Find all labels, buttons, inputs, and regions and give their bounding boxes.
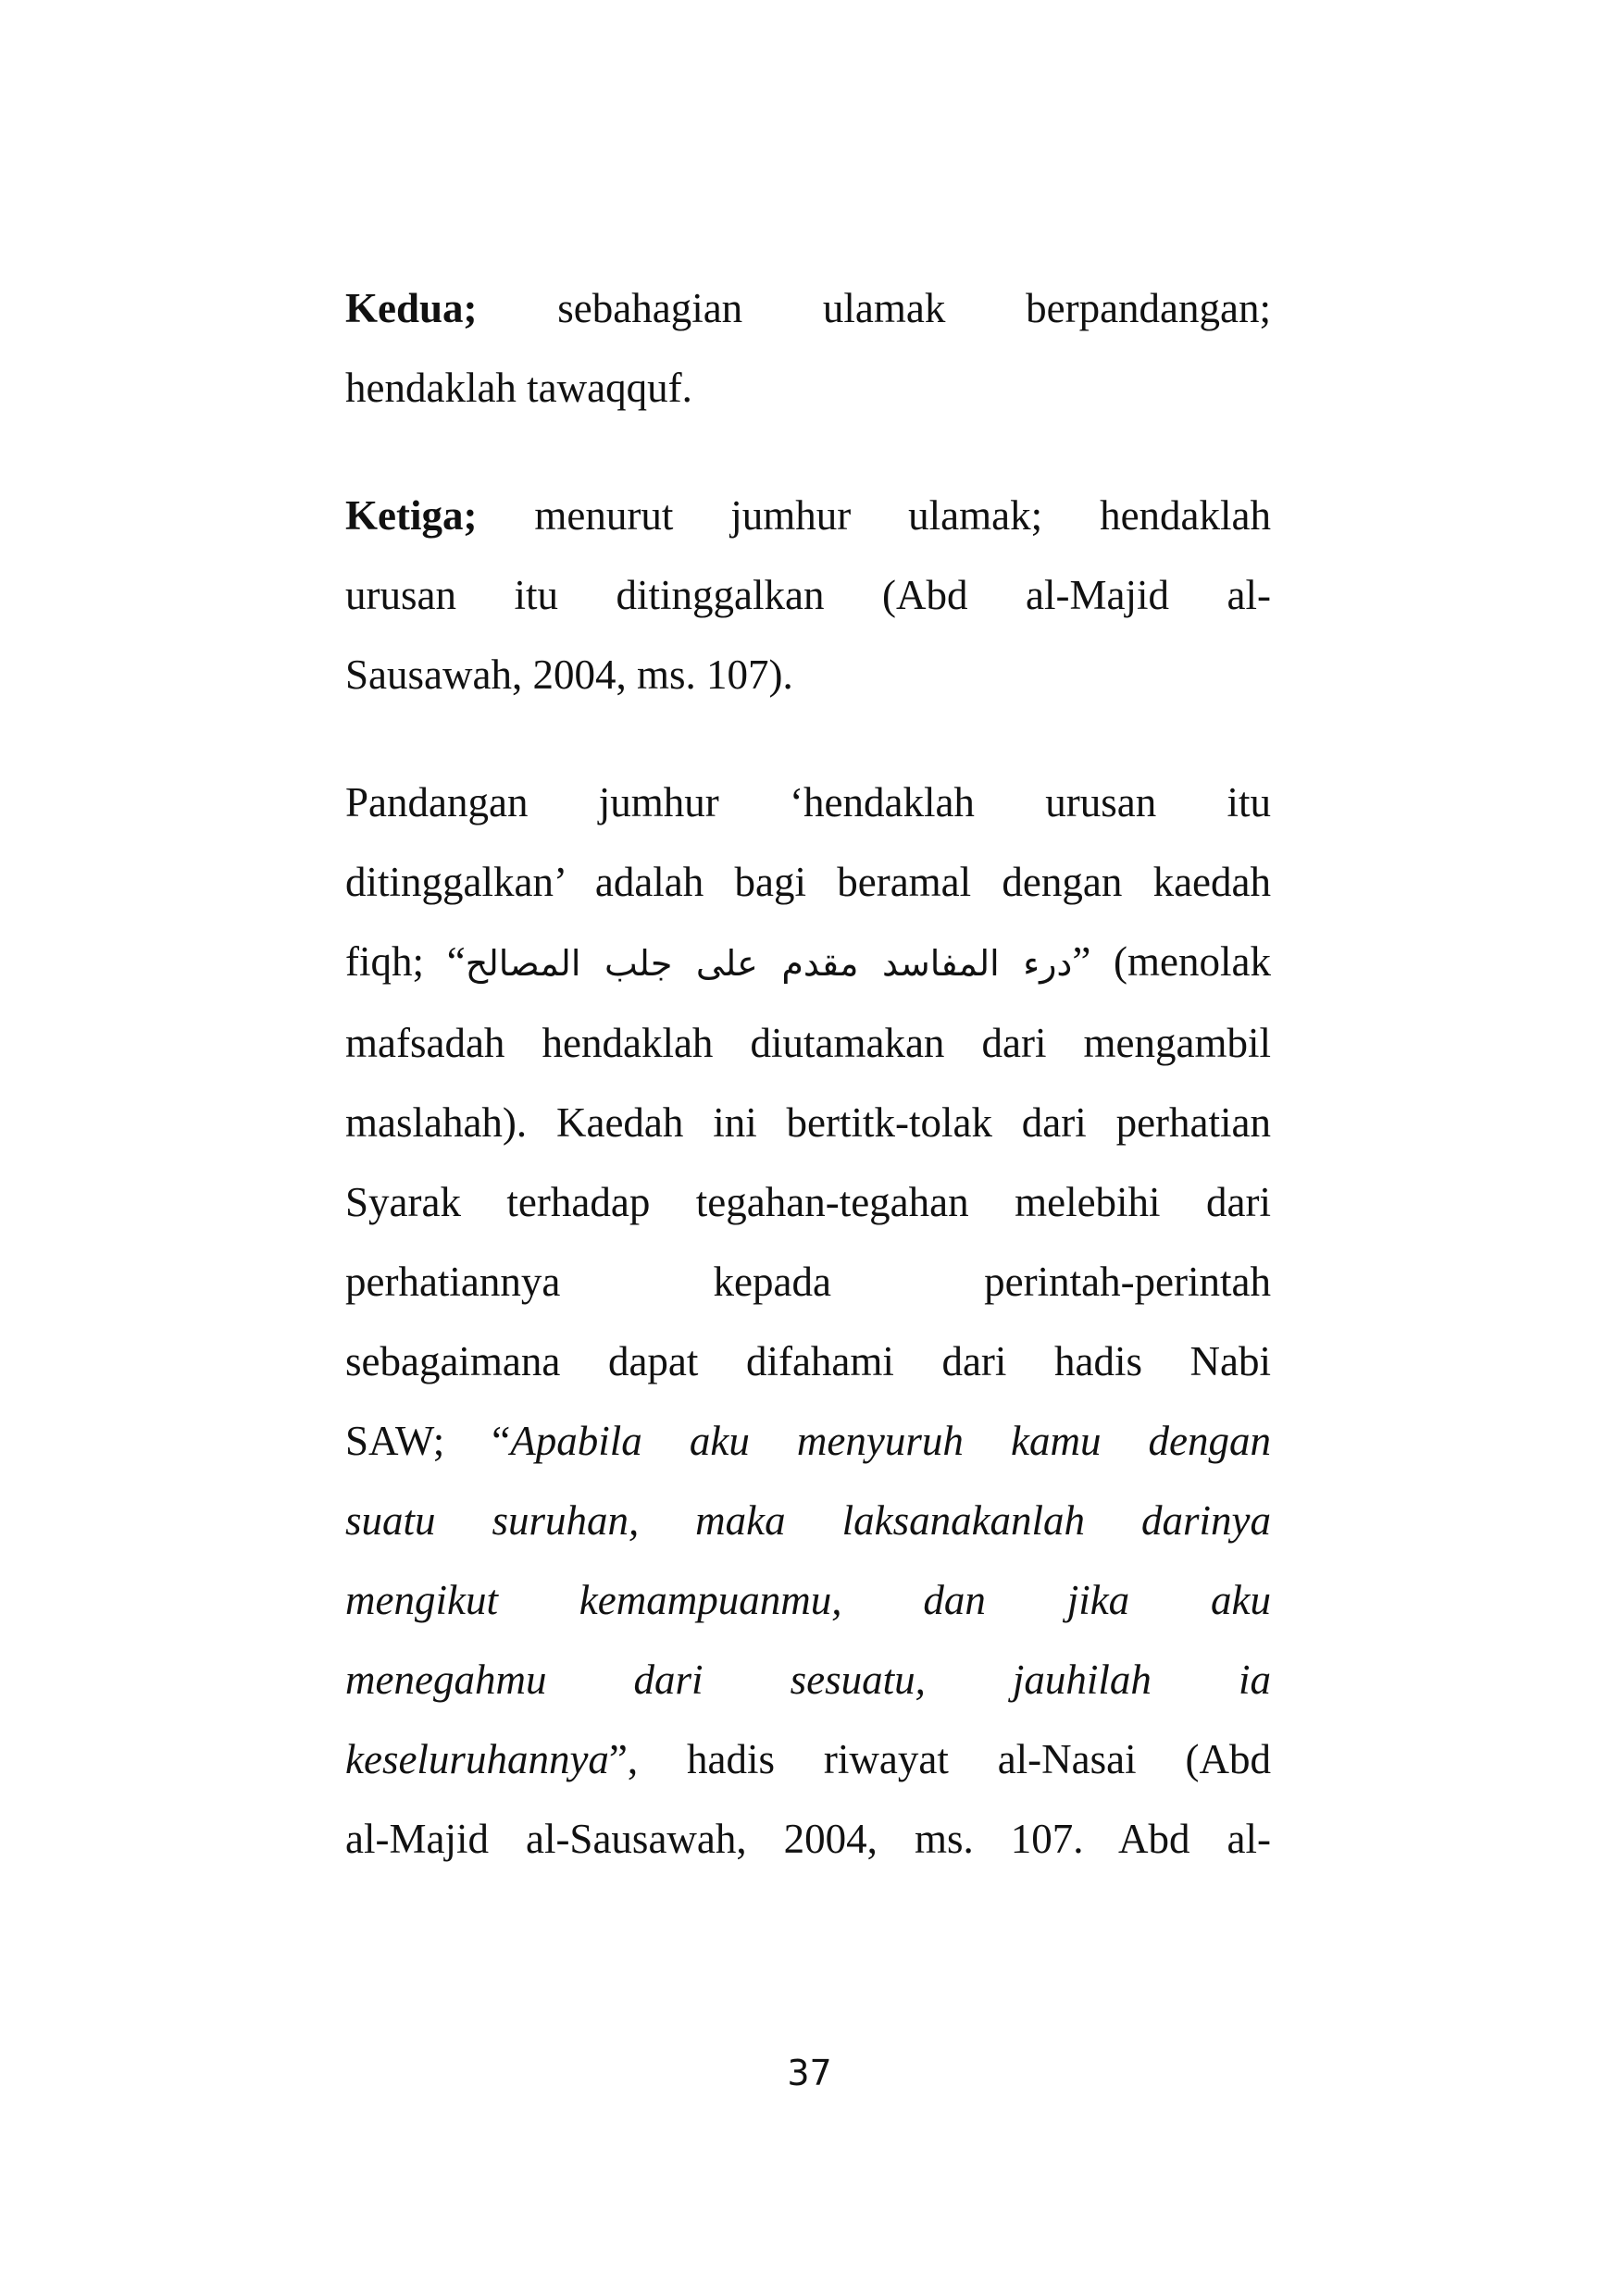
text-line: maslahah). Kaedah ini bertitk-tolak dari perhatian [345,1099,1271,1146]
hadith-quote: Apabila aku menyuruh kamu dengan [510,1418,1272,1464]
text-line: perhatiannya kepada perintah-perintah [345,1259,1271,1305]
text-line: Pandangan jumhur ‘hendaklah urusan itu [345,779,1271,825]
page-body [345,268,1271,1879]
text-line: mafsadah hendaklah diutamakan dari mengambil [345,1020,1271,1066]
hadith-quote: menegahmu dari sesuatu, jauhilah ia [345,1657,1271,1703]
paragraph-ketiga [345,476,1271,714]
text-line: Syarak terhadap tegahan-tegahan melebihi dari [345,1179,1271,1225]
text-span: fiqh; “ [345,938,466,985]
paragraph-kedua [345,268,1271,428]
paragraph-lead: Ketiga; [345,492,478,539]
paragraph-pandangan-jumhur [345,763,1271,1879]
text-line: sebagaimana dapat difahami dari hadis Nabi [345,1338,1271,1384]
text-span: ” (menolak [1072,938,1271,985]
text-line [345,476,1271,555]
text-line: hendaklah tawaqquf. [345,365,692,411]
text-line: ditinggalkan’ adalah bagi beramal dengan kaedah [345,859,1271,905]
text-line: Sausawah, 2004, ms. 107). [345,652,793,698]
hadith-quote: mengikut kemampuanmu, dan jika aku [345,1577,1271,1623]
text-line [345,922,1271,1003]
text-span: sebahagian ulamak berpandangan; [477,285,1271,331]
page-number: 37 [787,2053,832,2093]
text-line [345,268,1271,348]
hadith-quote: suatu suruhan, maka laksanakanlah darinya [345,1497,1271,1544]
text-span: SAW; “ [345,1418,511,1464]
text-line [345,1719,1271,1799]
text-line [345,1401,1271,1481]
text-line: al-Majid al-Sausawah, 2004, ms. 107. Abd al- [345,1816,1271,1862]
hadith-quote: keseluruhannya [345,1736,609,1782]
paragraph-lead: Kedua; [345,285,478,331]
text-line: urusan itu ditinggalkan (Abd al-Majid al- [345,572,1271,618]
arabic-quote: درء المفاسد مقدم على جلب المصالح [465,943,1073,984]
text-span: ”, hadis riwayat al-Nasai (Abd [608,1736,1271,1782]
text-span: menurut jumhur ulamak; hendaklah [477,492,1271,539]
